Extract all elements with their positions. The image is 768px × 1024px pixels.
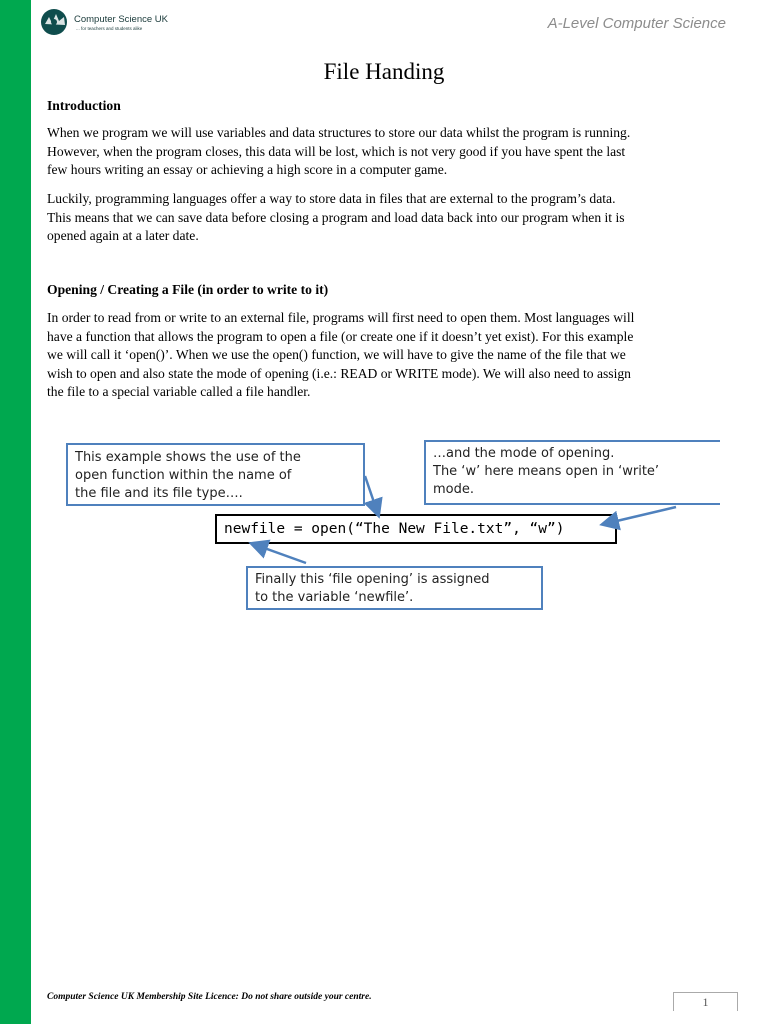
text-line: In order to read from or write to an external file, programs will first need to open them. Most languages will <box>47 310 635 325</box>
text-line: wish to open and also state the mode of opening (i.e.: READ or WRITE mode). We will also need to assign <box>47 365 631 381</box>
text-line: Luckily, programming languages offer a way to store data in files that are external to the program’s data. <box>47 191 616 206</box>
section-heading-opening-file: Opening / Creating a File (in order to write to it) <box>47 282 329 297</box>
opening-paragraph <box>47 309 727 402</box>
callout-mode <box>424 440 720 505</box>
logo-tagline: ... for teachers and students alike <box>76 26 143 31</box>
text-line: This means that we can save data before closing a program and load data back into our program when it is <box>47 209 625 225</box>
callout-line: the file and its file type…. <box>75 486 243 501</box>
intro-paragraph-2 <box>47 190 727 246</box>
callout-line: mode. <box>433 482 474 497</box>
text-line: few hours writing an essay or achieving a high score in a computer game. <box>47 162 448 177</box>
callout-line: …and the mode of opening. <box>433 446 615 461</box>
intro-paragraph-1 <box>47 124 727 180</box>
code-example: newfile = open(“The New File.txt”, “w”) <box>215 514 617 544</box>
callout-line: Finally this ‘file opening’ is assigned <box>255 572 490 587</box>
arrow-to-variable <box>253 544 306 563</box>
text-line: opened again at a later date. <box>47 228 199 243</box>
logo-mark-icon <box>40 8 70 36</box>
callout-variable <box>246 566 543 610</box>
logo-name: Computer Science UK <box>74 14 168 25</box>
text-line: However, when the program closes, this data will be lost, which is not very good if you have spent the last <box>47 143 626 159</box>
callout-line: This example shows the use of the <box>75 450 301 465</box>
text-line: we will call it ‘open()’. When we use the open() function, we will have to give the name of the file that we <box>47 347 626 362</box>
green-side-bar <box>0 0 31 1024</box>
callout-line: to the variable ‘newfile’. <box>255 590 414 605</box>
arrow-to-filename <box>365 476 378 514</box>
callout-line: The ‘w’ here means open in ‘write’ <box>433 464 660 479</box>
callout-file-name <box>66 443 365 506</box>
page-number-box <box>673 992 738 1011</box>
page-number: 1 <box>702 995 709 1009</box>
text-line: have a function that allows the program to open a file (or create one if it doesn’t yet exist). For this example <box>47 328 634 344</box>
text-line: the file to a special variable called a file handler. <box>47 384 311 399</box>
text-line: When we program we will use variables and data structures to store our data whilst the program is running. <box>47 125 631 140</box>
section-heading-introduction: Introduction <box>47 98 121 113</box>
callout-line: open function within the name of <box>75 468 292 483</box>
header-subject: A-Level Computer Science <box>547 15 726 32</box>
document-title: File Handing <box>323 59 445 84</box>
footer-licence: Computer Science UK Membership Site Licence: Do not share outside your centre. <box>47 992 372 1002</box>
